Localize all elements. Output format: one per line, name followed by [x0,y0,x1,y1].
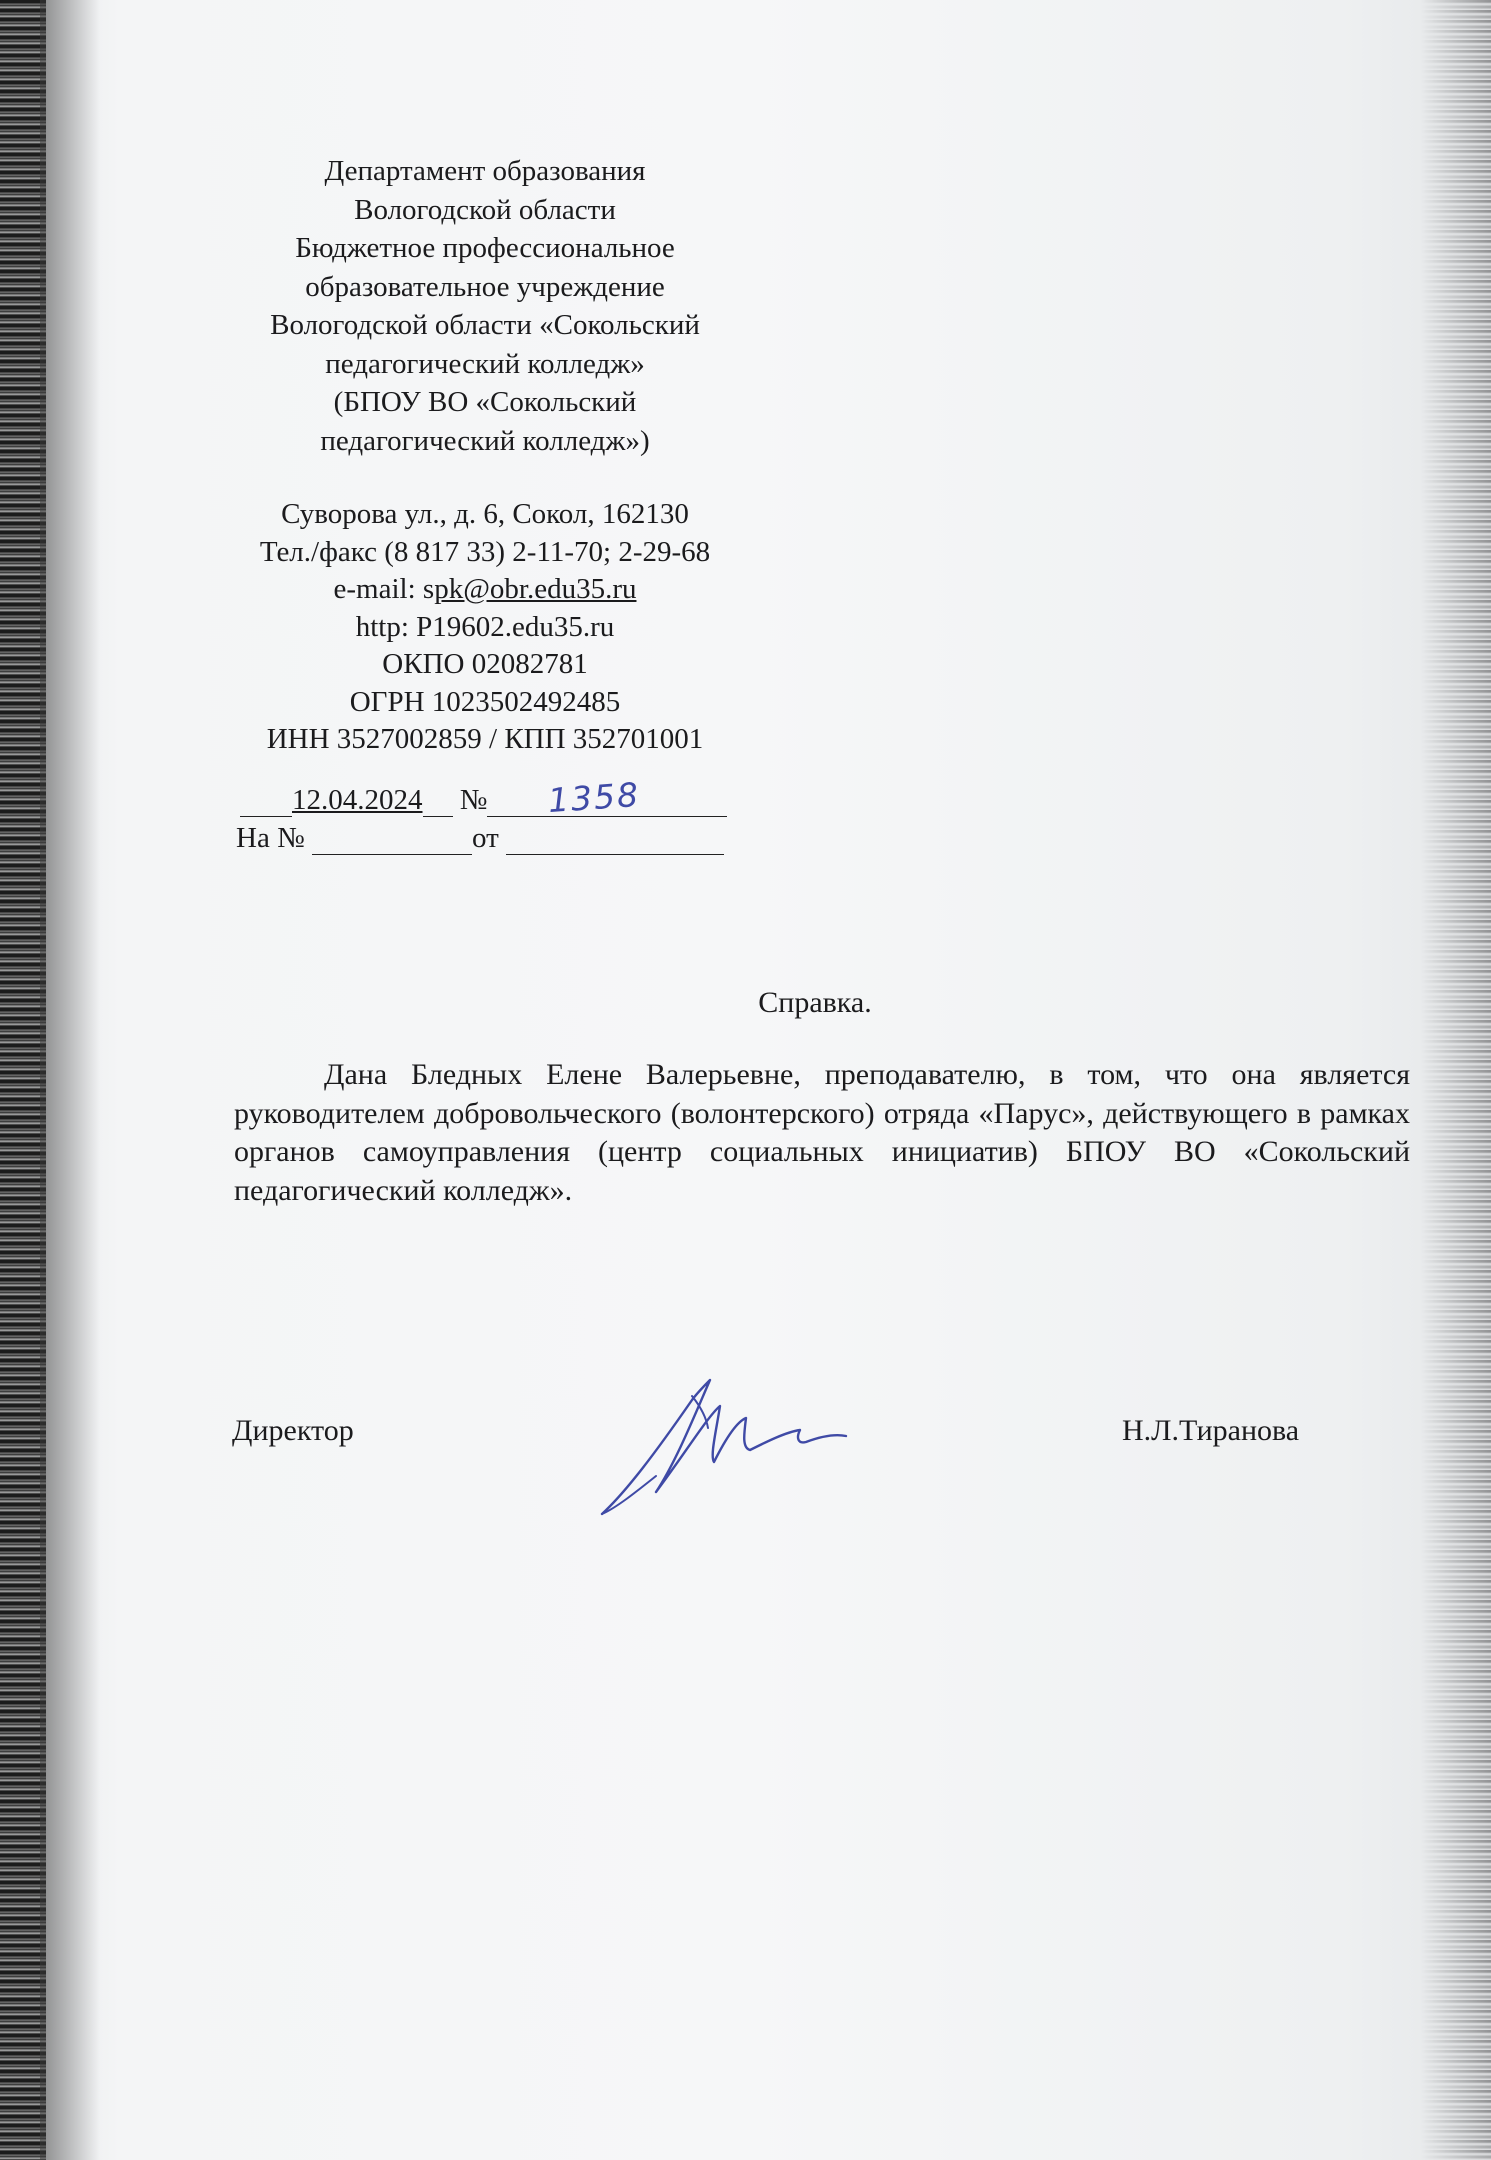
email-prefix: e-mail: s [333,573,435,605]
okpo: ОКПО 02082781 [382,648,588,680]
phone-fax: Тел./факс (8 817 33) 2-11-70; 2-29-68 [259,535,711,568]
outgoing-date: 12.04.2024 [292,784,423,816]
inn-kpp: ИНН 3527002859 / КПП 352701001 [266,723,704,755]
handwritten-number: 1358 [546,774,642,821]
org-line: Бюджетное профессиональное [295,232,675,264]
document-title: Справка. [758,986,872,1019]
blank-line [423,788,453,817]
blank-line [240,788,292,817]
scan-edge-shadow [40,0,100,2160]
from-label: от [471,822,499,854]
signatory-name: Н.Л.Тиранова [1122,1414,1300,1447]
address: Суворова ул., д. 6, Сокол, 162130 [281,498,689,530]
signatory-role: Директор [232,1414,354,1447]
number-label: № [459,784,488,816]
ref-label: На № [236,822,305,854]
website: http: P19602.edu35.ru [355,610,615,643]
ogrn: ОГРН 1023502492485 [349,685,621,718]
email-link[interactable]: pk@obr.edu35.ru [434,573,637,605]
ref-blank [312,826,472,855]
email [220,571,750,609]
certificate-body: Дана Бледных Елене Валерьевне, преподавателю, в том, что она является руководителем добровольческого (волонтерского) отряда «Парус», действующего в рамках органов самоуправления (центр социальных инициатив) БПОУ ВО «Сокольский педагогический колледж». [234,1058,1410,1207]
from-blank [506,826,724,855]
scan-edge-right [1421,0,1491,2160]
contact-block [220,496,750,759]
org-line: Вологодской области [354,193,616,226]
letterhead [220,152,750,759]
org-line: педагогический колледж») [320,424,650,457]
org-line: (БПОУ ВО «Сокольский [333,386,637,418]
org-line: Департамент образования [324,155,646,187]
handwritten-signature [596,1372,856,1522]
outgoing-registration [240,784,740,818]
org-line: образовательное учреждение [305,270,665,303]
org-line: Вологодской области «Сокольский [270,309,700,341]
org-line: педагогический колледж» [325,347,645,380]
incoming-reference [236,822,736,856]
